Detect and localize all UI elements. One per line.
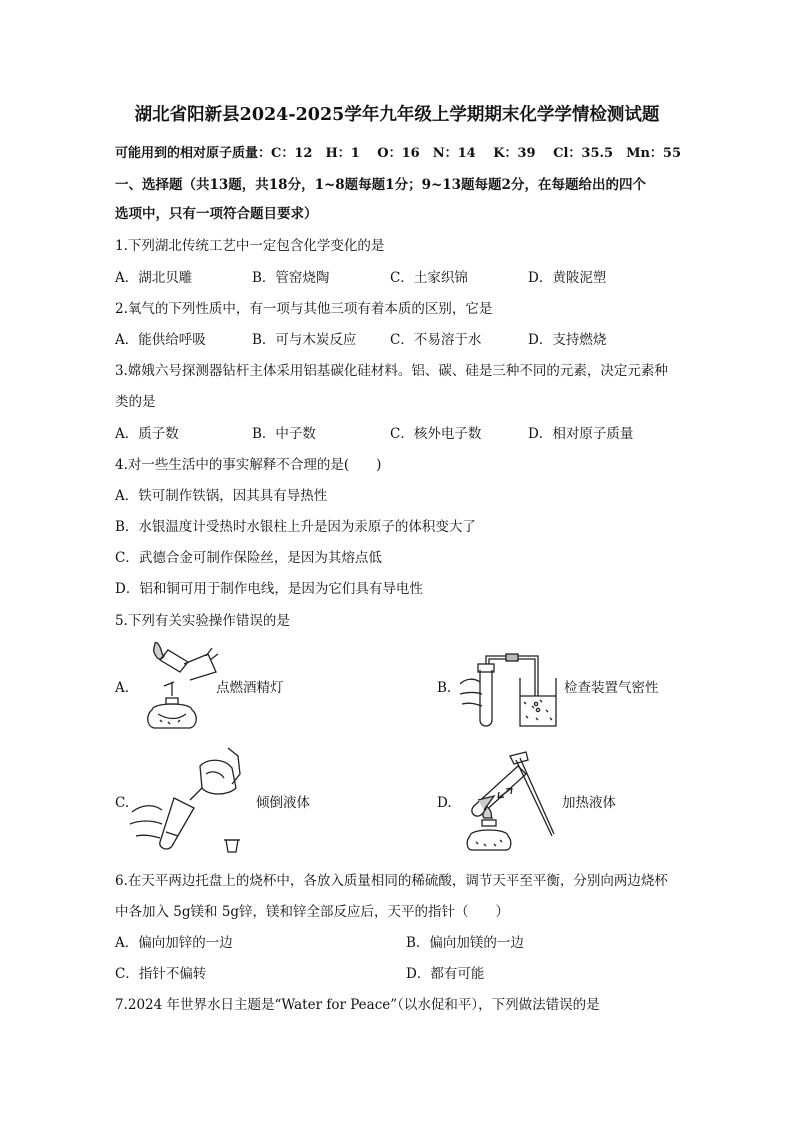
question-5-stem: 5.下列有关实验操作错误的是 bbox=[115, 613, 290, 629]
question-1-option-d: D．黄陂泥塑 bbox=[528, 270, 607, 286]
question-2-option-d: D．支持燃烧 bbox=[528, 332, 607, 348]
airtightness-apparatus-figure bbox=[456, 648, 566, 730]
question-1-option-c: C．土家织锦 bbox=[390, 270, 468, 286]
question-3-stem-line1: 3.嫦娥六号探测器钻杆主体采用铝基碳化硅材料。铝、碳、硅是三种不同的元素，决定元素种 bbox=[115, 363, 668, 379]
question-4-option-a: A．铁可制作铁锅，因其具有导热性 bbox=[115, 488, 328, 504]
question-3-option-b: B．中子数 bbox=[252, 426, 316, 442]
question-2-option-a: A．能供给呼吸 bbox=[115, 332, 206, 348]
question-1-option-b: B．管窑烧陶 bbox=[252, 270, 330, 286]
question-5-option-b-caption: 检查装置气密性 bbox=[564, 680, 659, 696]
question-6-stem-line2: 中各加入 5g镁和 5g锌，镁和锌全部反应后，天平的指针（ ） bbox=[115, 904, 510, 920]
question-3-option-d: D．相对原子质量 bbox=[528, 426, 634, 442]
pouring-liquid-figure bbox=[128, 744, 252, 860]
alcohol-lamp-figure bbox=[128, 642, 220, 732]
question-6-option-a: A．偏向加锌的一边 bbox=[115, 935, 233, 951]
section-title-line1: 一、选择题（共13题，共18分，1~8题每题1分；9~13题每题2分，在每题给出的四个 bbox=[115, 177, 646, 193]
question-2-option-c: C．不易溶于水 bbox=[390, 332, 482, 348]
question-4-option-d: D．铝和铜可用于制作电线，是因为它们具有导电性 bbox=[115, 581, 423, 597]
question-6-stem-line1: 6.在天平两边托盘上的烧杯中，各放入质量相同的稀硫酸，调节天平至平衡，分别向两边烧杯 bbox=[115, 873, 668, 889]
question-1-stem: 1.下列湖北传统工艺中一定包含化学变化的是 bbox=[115, 238, 385, 254]
question-4-stem: 4.对一些生活中的事实解释不合理的是( ) bbox=[115, 457, 382, 473]
question-6-option-d: D．都有可能 bbox=[406, 966, 485, 982]
question-4-option-b: B．水银温度计受热时水银柱上升是因为汞原子的体积变大了 bbox=[115, 519, 476, 535]
page-title: 湖北省阳新县2024-2025学年九年级上学期期末化学学情检测试题 bbox=[134, 105, 660, 125]
question-6-option-c: C．指针不偏转 bbox=[115, 966, 207, 982]
question-3-option-a: A．质子数 bbox=[115, 426, 179, 442]
question-5-option-b-letter: B. bbox=[437, 680, 452, 696]
question-5-option-d-letter: D. bbox=[437, 795, 452, 811]
section-title-line2: 选项中，只有一项符合题目要求） bbox=[115, 206, 318, 222]
question-3-option-c: C．核外电子数 bbox=[390, 426, 482, 442]
question-7-stem: 7.2024 年世界水日主题是“Water for Peace”（以水促和平），下列做法错误的是 bbox=[115, 997, 600, 1013]
heating-liquid-figure bbox=[454, 750, 558, 854]
question-5-option-a-letter: A. bbox=[115, 680, 130, 696]
question-2-stem: 2.氧气的下列性质中，有一项与其他三项有着本质的区别，它是 bbox=[115, 301, 493, 317]
question-1-option-a: A．湖北贝雕 bbox=[115, 270, 193, 286]
question-6-option-b: B．偏向加镁的一边 bbox=[406, 935, 524, 951]
question-5-option-c-caption: 倾倒液体 bbox=[256, 795, 310, 811]
question-2-option-b: B．可与木炭反应 bbox=[252, 332, 357, 348]
atomic-mass-line: 可能用到的相对原子质量：C：12 H：1 O：16 N：14 K：39 Cl：35.5 Mn：55 bbox=[115, 146, 682, 161]
question-4-option-c: C．武德合金可制作保险丝，是因为其熔点低 bbox=[115, 550, 382, 566]
question-5-option-d-caption: 加热液体 bbox=[562, 795, 616, 811]
question-5-option-c-letter: C. bbox=[115, 795, 130, 811]
question-5-option-a-caption: 点燃酒精灯 bbox=[216, 680, 284, 696]
question-3-stem-line2: 类的是 bbox=[115, 394, 156, 410]
